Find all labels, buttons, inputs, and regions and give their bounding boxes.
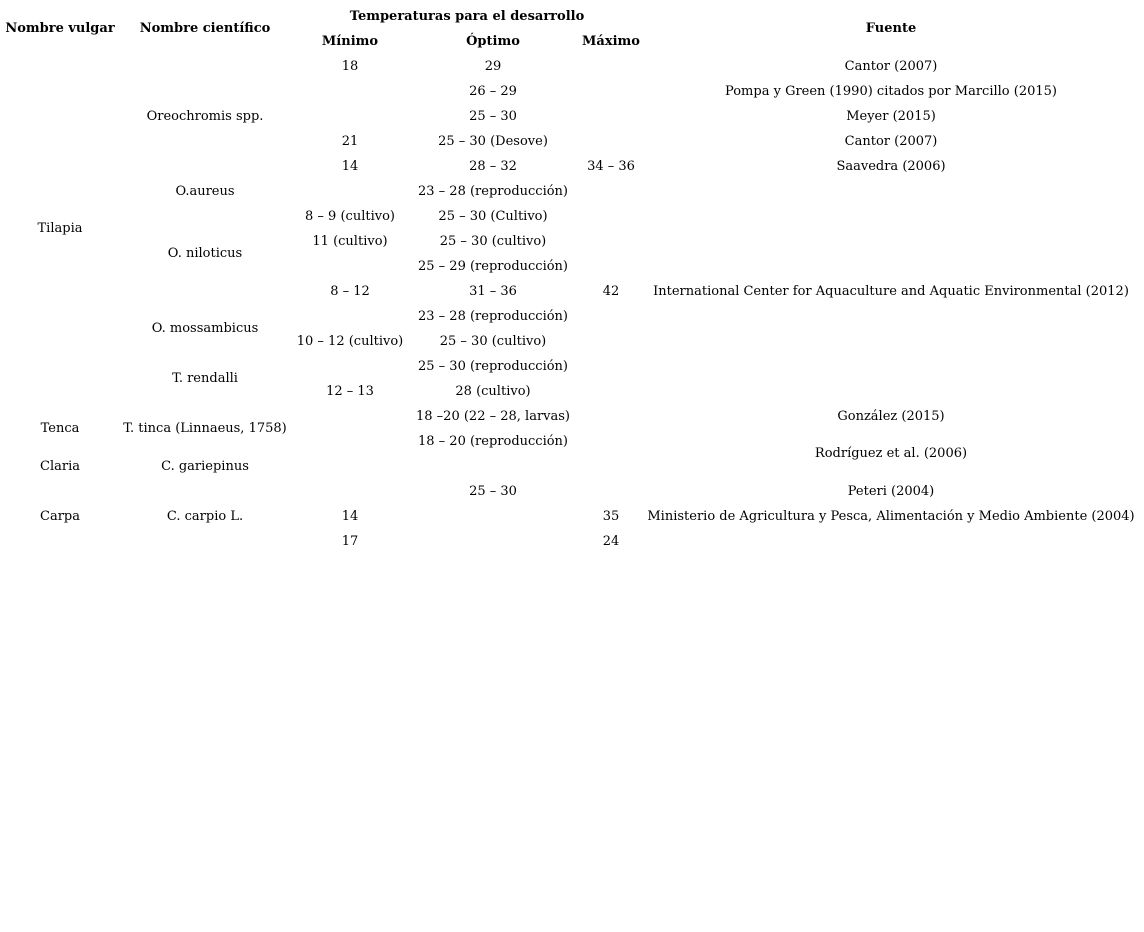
scientific-name-o-aureus: O.aureus: [175, 184, 235, 200]
cell-fuente: Saavedra (2006): [836, 159, 946, 175]
header-nombre-cientifico: Nombre científico: [139, 21, 271, 37]
scientific-name-t-tinca: T. tinca (Linnaeus, 1758): [123, 421, 287, 437]
scientific-name-o-niloticus: O. niloticus: [167, 246, 243, 262]
header-temperaturas-group: Temperaturas para el desarrollo: [349, 9, 585, 25]
cell-minimo: 8 – 9 (cultivo): [305, 209, 395, 225]
cell-fuente: Rodríguez et al. (2006): [814, 446, 968, 462]
cell-minimo: 12 – 13: [326, 384, 374, 400]
common-name-claria: Claria: [40, 459, 80, 475]
cell-optimo: 23 – 28 (reproducción): [417, 309, 569, 325]
cell-optimo: 25 – 30 (cultivo): [439, 234, 547, 250]
cell-optimo: 25 – 30: [469, 484, 517, 500]
header-maximo: Máximo: [582, 34, 640, 50]
cell-fuente: Meyer (2015): [846, 109, 936, 125]
cell-minimo: 11 (cultivo): [312, 234, 388, 250]
cell-optimo: 31 – 36: [469, 284, 517, 300]
cell-optimo: 25 – 30 (Cultivo): [438, 209, 548, 225]
scientific-name-oreochromis-spp: Oreochromis spp.: [146, 109, 264, 125]
cell-optimo: 25 – 30 (cultivo): [439, 334, 547, 350]
cell-optimo: 26 – 29: [469, 84, 517, 100]
cell-minimo: 14: [341, 509, 359, 525]
cell-optimo: 29: [484, 59, 502, 75]
cell-minimo: 21: [341, 134, 359, 150]
cell-fuente: Pompa y Green (1990) citados por Marcillo (2015): [725, 84, 1057, 100]
cell-minimo: 17: [341, 534, 359, 550]
scientific-name-c-carpio: C. carpio L.: [166, 509, 244, 525]
cell-minimo: 14: [341, 159, 359, 175]
cell-optimo: 28 – 32: [469, 159, 517, 175]
cell-fuente: Ministerio de Agricultura y Pesca, Alimentación y Medio Ambiente (2004): [647, 509, 1135, 525]
cell-maximo: 24: [602, 534, 620, 550]
cell-fuente: González (2015): [837, 409, 945, 425]
cell-minimo: 10 – 12 (cultivo): [296, 334, 404, 350]
header-fuente: Fuente: [865, 21, 917, 37]
common-name-carpa: Carpa: [40, 509, 80, 525]
cell-fuente: Cantor (2007): [844, 59, 938, 75]
cell-optimo: 18 – 20 (reproducción): [417, 434, 569, 450]
cell-optimo: 25 – 29 (reproducción): [417, 259, 569, 275]
common-name-tilapia: Tilapia: [37, 221, 83, 237]
cell-maximo: 35: [602, 509, 620, 525]
cell-optimo: 25 – 30 (reproducción): [417, 359, 569, 375]
header-minimo: Mínimo: [321, 34, 379, 50]
cell-fuente: Peteri (2004): [847, 484, 935, 500]
scientific-name-c-gariepinus: C. gariepinus: [161, 459, 249, 475]
cell-optimo: 25 – 30: [469, 109, 517, 125]
cell-maximo: 34 – 36: [587, 159, 635, 175]
common-name-tenca: Tenca: [40, 421, 80, 437]
cell-optimo: 25 – 30 (Desove): [438, 134, 548, 150]
header-optimo: Óptimo: [466, 34, 520, 50]
cell-fuente: International Center for Aquaculture and Aquatic Environmental (2012): [653, 284, 1129, 300]
cell-optimo: 23 – 28 (reproducción): [417, 184, 569, 200]
cell-optimo: 28 (cultivo): [455, 384, 531, 400]
cell-maximo: 42: [602, 284, 620, 300]
cell-minimo: 18: [341, 59, 359, 75]
cell-fuente: Cantor (2007): [844, 134, 938, 150]
cell-optimo: 18 –20 (22 – 28, larvas): [416, 409, 570, 425]
scientific-name-t-rendalli: T. rendalli: [172, 371, 238, 387]
cell-minimo: 8 – 12: [330, 284, 370, 300]
scientific-name-o-mossambicus: O. mossambicus: [151, 321, 259, 337]
header-nombre-vulgar: Nombre vulgar: [5, 21, 115, 37]
